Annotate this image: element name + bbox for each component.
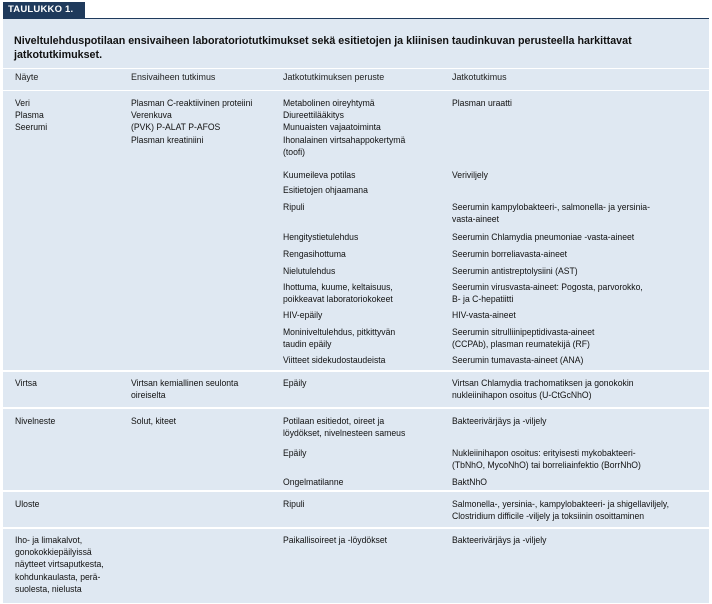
followup-test-cell bbox=[452, 169, 488, 181]
cell-line: Epäily bbox=[283, 447, 307, 458]
cell-line: Seerumin antistreptolysiini (AST) bbox=[452, 265, 578, 276]
cell-line: Iho- ja limakalvot, bbox=[15, 534, 83, 545]
basis-cell bbox=[283, 354, 385, 366]
cell-line: Solut, kiteet bbox=[131, 415, 177, 426]
followup-test-cell bbox=[452, 326, 594, 350]
cell-line: nukleiinihapon osoitus (U-CtGcNhO) bbox=[452, 389, 592, 401]
cell-line: Seerumin borreliavasta-aineet bbox=[452, 248, 568, 259]
basis-cell bbox=[283, 265, 335, 277]
followup-test-cell bbox=[452, 265, 578, 277]
cell-line: (TbNhO, MycoNhO) tai borreliainfektio (BorrNhO) bbox=[452, 459, 641, 471]
cell-line: Ihonalainen virtsahappokertymä bbox=[283, 133, 406, 145]
cell-line: Seerumin virusvasta-aineet: Pogosta, parvorokko, bbox=[452, 281, 643, 292]
initial-test-cell bbox=[131, 377, 238, 401]
table-title: Niveltulehduspotilaan ensivaiheen laboratoriotutkimukset sekä esitietojen ja kliinisen taudinkuvan perusteella harkittavat jatkotutkimukset. bbox=[14, 35, 632, 61]
followup-test-cell bbox=[452, 377, 634, 401]
cell-line: kohdunkaulasta, perä- bbox=[15, 570, 101, 582]
cell-line: suolesta, nielusta bbox=[15, 582, 82, 594]
followup-test-cell bbox=[452, 354, 583, 366]
cell-line: Ripuli bbox=[283, 201, 305, 212]
cell-line: Verenkuva bbox=[131, 109, 172, 121]
cell-line: (toofi) bbox=[283, 145, 306, 157]
sample-cell bbox=[15, 415, 55, 427]
cell-line: Ongelmatilanne bbox=[283, 476, 344, 487]
basis-cell bbox=[283, 169, 355, 181]
sample-cell bbox=[15, 377, 37, 389]
cell-line: näytteet virtsaputkesta, bbox=[15, 558, 104, 570]
cell-line: Ripuli bbox=[283, 498, 305, 509]
followup-test-cell bbox=[452, 201, 650, 225]
cell-line: Nielutulehdus bbox=[283, 265, 336, 276]
basis-cell bbox=[283, 309, 322, 321]
cell-line: HIV-vasta-aineet bbox=[452, 309, 516, 320]
basis-cell bbox=[283, 184, 368, 196]
basis-cell bbox=[283, 377, 307, 389]
cell-line: Virtsan Chlamydia trachomatiksen ja gonokokin bbox=[452, 377, 634, 388]
basis-cell bbox=[283, 281, 393, 305]
cell-line: Diureettilääkitys bbox=[283, 109, 344, 121]
cell-line: B- ja C-hepatiitti bbox=[452, 293, 514, 305]
basis-cell bbox=[283, 534, 387, 546]
cell-line: Salmonella-, yersinia-, kampylobakteeri- ja shigellaviljely, bbox=[452, 498, 669, 509]
basis-cell bbox=[283, 97, 405, 158]
sample-cell bbox=[15, 498, 39, 510]
initial-test-cell bbox=[131, 415, 176, 427]
divider bbox=[3, 68, 709, 69]
cell-line: Esitietojen ohjaamana bbox=[283, 184, 368, 195]
cell-line: (CCPAb), plasman reumatekijä (RF) bbox=[452, 338, 590, 350]
cell-line: Potilaan esitiedot, oireet ja bbox=[283, 415, 385, 426]
cell-line: Paikallisoireet ja -löydökset bbox=[283, 534, 388, 545]
followup-test-cell bbox=[452, 498, 669, 522]
cell-line: Clostridium difficile -viljely ja toksiinin osoittaminen bbox=[452, 510, 645, 522]
followup-test-cell bbox=[452, 447, 641, 471]
cell-line: Seerumin Chlamydia pneumoniae -vasta-aineet bbox=[452, 231, 635, 242]
cell-line: Munuaisten vajaatoiminta bbox=[283, 121, 381, 133]
basis-cell bbox=[283, 415, 405, 439]
cell-line: Veriviljely bbox=[452, 169, 488, 180]
cell-line: Seerumin kampylobakteeri-, salmonella- ja yersinia- bbox=[452, 201, 650, 212]
cell-line: Seerumin sitrulliinipeptidivasta-aineet bbox=[452, 326, 595, 337]
basis-cell bbox=[283, 447, 307, 459]
cell-line: Bakteerivärjäys ja -viljely bbox=[452, 534, 547, 545]
cell-line: HIV-epäily bbox=[283, 309, 323, 320]
cell-line: Plasman kreatiniini bbox=[131, 133, 204, 145]
cell-line: oireiselta bbox=[131, 389, 166, 401]
table-tag: TAULUKKO 1. bbox=[3, 2, 85, 18]
cell-line: Metabolinen oireyhtymä bbox=[283, 97, 375, 108]
divider bbox=[3, 490, 709, 492]
cell-line: Nivelneste bbox=[15, 415, 56, 426]
followup-test-cell bbox=[452, 97, 512, 109]
cell-line: gonokokkiepäilyissä bbox=[15, 546, 92, 558]
cell-line: Epäily bbox=[283, 377, 307, 388]
cell-line: Seerumi bbox=[15, 121, 48, 133]
cell-line: Plasman uraatti bbox=[452, 97, 512, 108]
basis-cell bbox=[283, 498, 305, 510]
basis-cell bbox=[283, 201, 305, 213]
header-sample: Näyte bbox=[15, 72, 39, 83]
followup-test-cell bbox=[452, 281, 643, 305]
followup-test-cell bbox=[452, 534, 546, 546]
cell-line: Virtsa bbox=[15, 377, 37, 388]
basis-cell bbox=[283, 231, 358, 243]
cell-line: Ihottuma, kuume, keltaisuus, bbox=[283, 281, 393, 292]
cell-line: Moniniveltulehdus, pitkittyvän bbox=[283, 326, 396, 337]
cell-line: Seerumin tumavasta-aineet (ANA) bbox=[452, 354, 584, 365]
sample-cell bbox=[15, 534, 104, 595]
sample-cell bbox=[15, 97, 47, 134]
divider bbox=[3, 527, 709, 529]
cell-line: vasta-aineet bbox=[452, 213, 499, 225]
followup-test-cell bbox=[452, 248, 567, 260]
followup-test-cell bbox=[452, 309, 516, 321]
basis-cell bbox=[283, 476, 343, 488]
basis-cell bbox=[283, 248, 346, 260]
header-followup-test: Jatkotutkimus bbox=[452, 72, 507, 83]
followup-test-cell bbox=[452, 476, 487, 488]
divider bbox=[3, 370, 709, 372]
cell-line: Kuumeileva potilas bbox=[283, 169, 356, 180]
cell-line: Hengitystietulehdus bbox=[283, 231, 359, 242]
cell-line: Viitteet sidekudostaudeista bbox=[283, 354, 386, 365]
divider bbox=[3, 407, 709, 409]
cell-line: Uloste bbox=[15, 498, 40, 509]
cell-line: Nukleiinihapon osoitus: erityisesti mykobakteeri- bbox=[452, 447, 636, 458]
cell-line: Plasman C-reaktiivinen proteiini bbox=[131, 97, 253, 108]
followup-test-cell bbox=[452, 415, 546, 427]
header-initial-test: Ensivaiheen tutkimus bbox=[131, 72, 216, 83]
followup-test-cell bbox=[452, 231, 634, 243]
basis-cell bbox=[283, 326, 395, 350]
cell-line: Virtsan kemiallinen seulonta bbox=[131, 377, 239, 388]
cell-line: Veri bbox=[15, 97, 30, 108]
header-followup-basis: Jatkotutkimuksen peruste bbox=[283, 72, 385, 83]
cell-line: Plasma bbox=[15, 109, 44, 121]
cell-line: Rengasihottuma bbox=[283, 248, 346, 259]
cell-line: taudin epäily bbox=[283, 338, 332, 350]
cell-line: löydökset, nivelnesteen sameus bbox=[283, 427, 406, 439]
divider bbox=[3, 90, 709, 91]
cell-line: poikkeavat laboratoriokokeet bbox=[283, 293, 393, 305]
initial-test-cell bbox=[131, 97, 252, 146]
cell-line: (PVK) P-ALAT P-AFOS bbox=[131, 121, 221, 133]
cell-line: BaktNhO bbox=[452, 476, 488, 487]
cell-line: Bakteerivärjäys ja -viljely bbox=[452, 415, 547, 426]
